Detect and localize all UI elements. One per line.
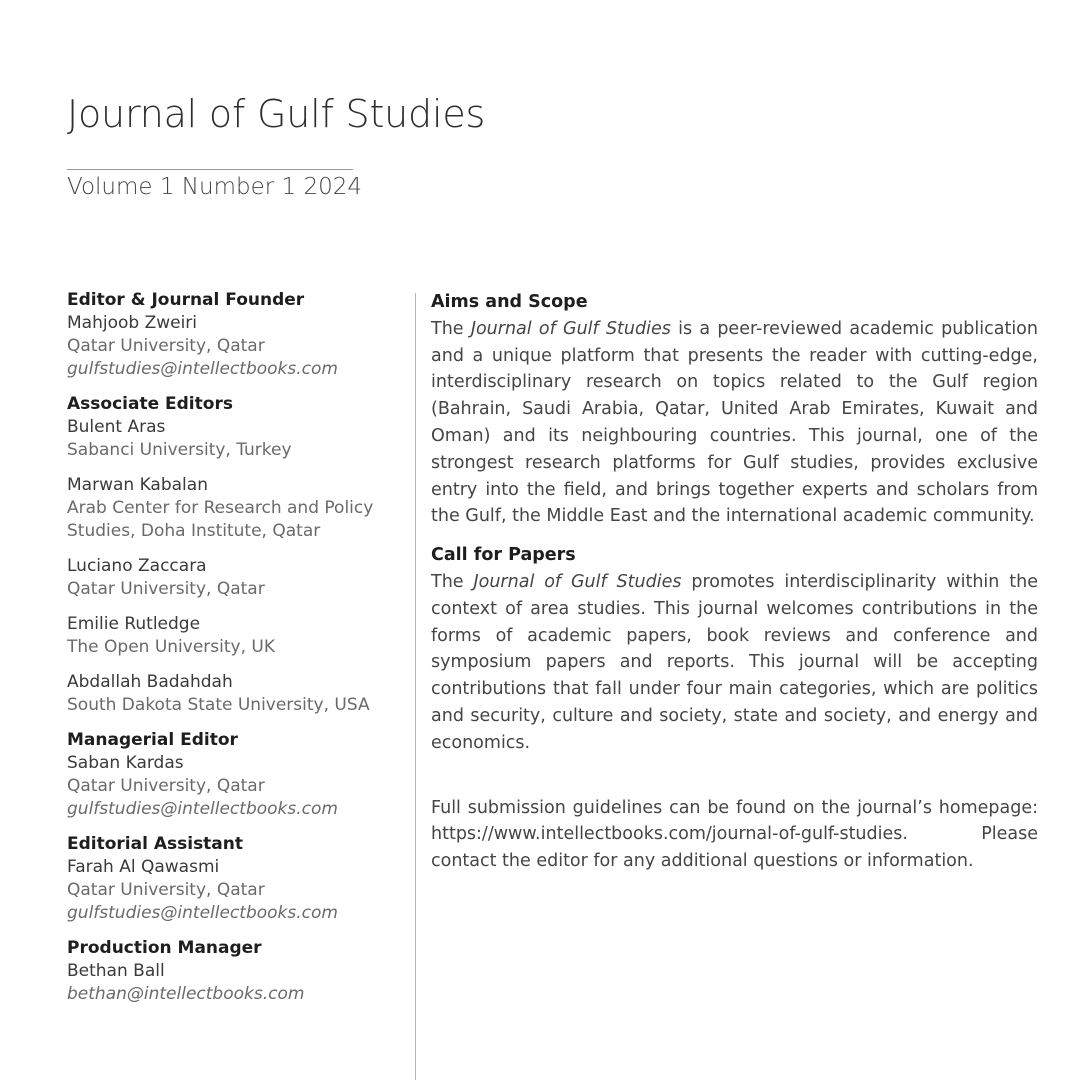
section-managerial-editor	[67, 729, 407, 821]
person-affiliation: South Dakota State University, USA	[67, 695, 370, 715]
section-editor-founder	[67, 289, 407, 381]
section-heading: Associate Editors	[67, 394, 233, 414]
person-name: Marwan Kabalan	[67, 475, 208, 495]
section-heading: Editor & Journal Founder	[67, 290, 305, 310]
person-name: Bulent Aras	[67, 417, 166, 437]
call-body	[431, 569, 1038, 757]
journal-name-italic: Journal of Gulf Studies	[470, 318, 671, 339]
person-name: Saban Kardas	[67, 753, 184, 773]
person-entry	[67, 312, 407, 381]
section-editorial-assistant	[67, 833, 407, 925]
aims-text: is a peer-reviewed academic publication and a unique platform that presents the reader with cutting-edge, interdisciplinary research on topics related to the Gulf region (Bahrain, Saudi Arabia, Qatar, United Arab Emirates, Kuwait and Oman) and its neighbouring countries. This journal, one of the strongest research platforms for Gulf studies, provides exclusive entry into the field, and brings together experts and scholars from the Gulf, the Middle East and the international academic community.	[431, 318, 1038, 527]
aims-body	[431, 316, 1038, 530]
title-rule	[67, 169, 353, 170]
call-heading: Call for Papers	[431, 545, 576, 566]
person-entry	[67, 856, 407, 925]
person-affiliation: Qatar University, Qatar	[67, 579, 265, 599]
person-name: Bethan Ball	[67, 961, 165, 981]
section-heading: Editorial Assistant	[67, 834, 244, 854]
person-entry	[67, 752, 407, 821]
person-affiliation: Qatar University, Qatar	[67, 776, 265, 796]
person-affiliation: Arab Center for Research and Policy Studies, Doha Institute, Qatar	[67, 498, 374, 541]
person-name: Abdallah Badahdah	[67, 672, 233, 692]
aims-heading: Aims and Scope	[431, 292, 588, 312]
aims-lead: The	[431, 318, 471, 339]
person-affiliation: Qatar University, Qatar	[67, 336, 265, 356]
person-email[interactable]: bethan@intellectbooks.com	[67, 984, 305, 1004]
person-entry	[67, 474, 407, 543]
section-production-manager	[67, 937, 407, 1006]
person-email[interactable]: gulfstudies@intellectbooks.com	[67, 903, 338, 923]
person-email[interactable]: gulfstudies@intellectbooks.com	[67, 799, 338, 819]
journal-name-italic: Journal of Gulf Studies	[473, 571, 682, 592]
editorial-board	[67, 289, 407, 1018]
section-heading: Managerial Editor	[67, 730, 238, 750]
person-entry	[67, 960, 407, 1006]
person-name: Luciano Zaccara	[67, 556, 207, 576]
call-text: promotes interdisciplinarity within the context of area studies. This journal welcomes contributions in the forms of academic papers, book reviews and conference and symposium papers and reports. This journal will be accepting contributions that fall under four main categories, which are politics and security, culture and society, state and society, and energy and economics.	[431, 571, 1038, 753]
journal-title: Journal of Gulf Studies	[67, 92, 486, 136]
masthead	[67, 92, 485, 136]
person-name: Emilie Rutledge	[67, 614, 201, 634]
person-email[interactable]: gulfstudies@intellectbooks.com	[67, 359, 338, 379]
section-associate-editors	[67, 393, 407, 717]
paragraph-gap	[431, 769, 1038, 795]
journal-description	[431, 289, 1038, 875]
person-entry	[67, 671, 407, 717]
person-entry	[67, 416, 407, 462]
person-affiliation: Sabanci University, Turkey	[67, 440, 292, 460]
issue-line: Volume 1 Number 1 2024	[67, 174, 362, 200]
person-entry	[67, 555, 407, 601]
person-affiliation: The Open University, UK	[67, 637, 275, 657]
person-affiliation: Qatar University, Qatar	[67, 880, 265, 900]
section-heading: Production Manager	[67, 938, 262, 958]
aims-and-scope	[431, 289, 1038, 530]
submission-guidelines[interactable]: Full submission guidelines can be found on the journal’s homepage: https://www.intellectbooks.com/journal-of-gulf-studies. Please contact the editor for any additional questions or information.	[431, 797, 1038, 872]
call-for-papers	[431, 542, 1038, 756]
person-name: Farah Al Qawasmi	[67, 857, 220, 877]
column-divider	[415, 293, 416, 1080]
call-lead: The	[431, 571, 474, 592]
person-name: Mahjoob Zweiri	[67, 313, 198, 333]
person-entry	[67, 613, 407, 659]
